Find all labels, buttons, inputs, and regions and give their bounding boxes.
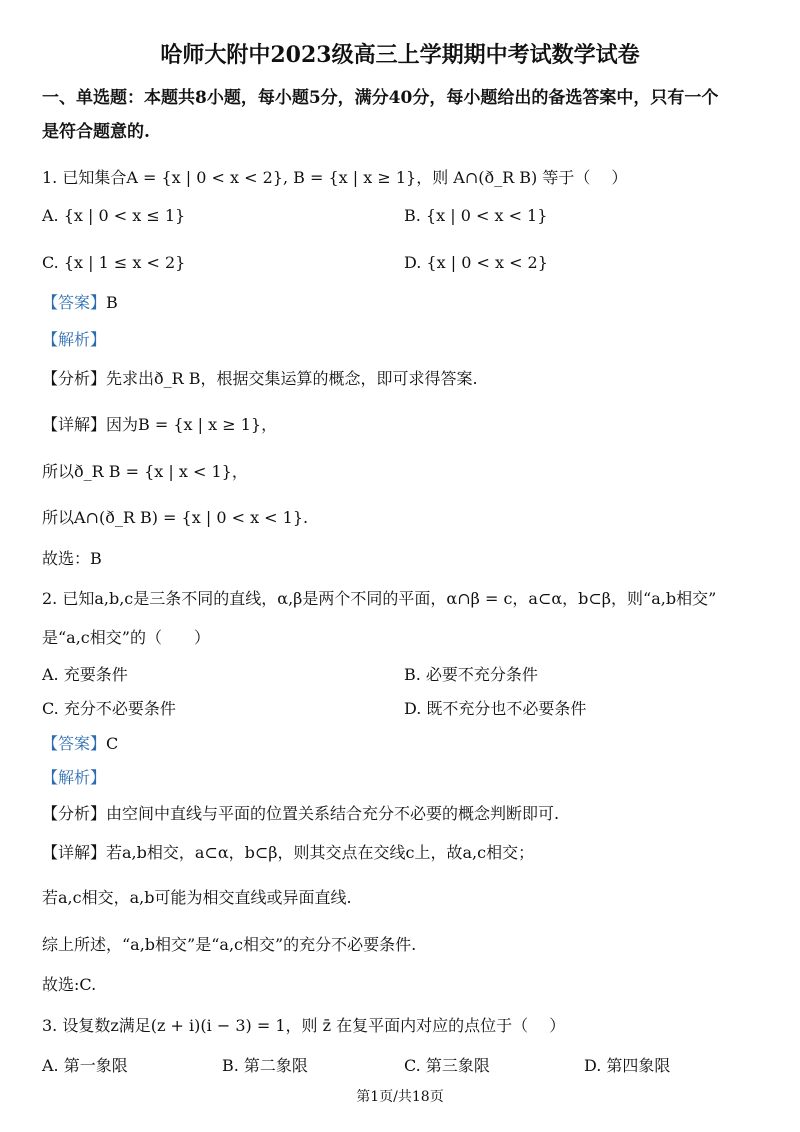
q2-answer: C [106,734,119,753]
q1-fenxi: 先求出ð_R B，根据交集运算的概念，即可求得答案. [106,369,478,388]
q2-analysis-tag: 【解析】 [42,768,107,787]
q1-step3: 所以A∩(ð_R B) = {x | 0 < x < 1}. [42,508,309,527]
q1-xiangjie-line [42,415,277,435]
q1-choose: 故选：B [42,549,102,568]
q1-step2: 所以ð_R B = {x | x < 1}， [42,462,248,481]
q3-option-d: D. 第四象限 [584,1056,671,1075]
q1-option-b: B. {x | 0 < x < 1} [404,206,548,225]
q1-option-d: D. {x | 0 < x < 2} [404,253,548,272]
xiangjie-tag: 【详解】 [42,843,107,862]
q2-xiangjie-line [42,843,534,863]
answer-tag: 【答案】 [42,293,107,312]
q1-answer: B [106,293,118,312]
q1-stem: 1. 已知集合A = {x | 0 < x < 2}, B = {x | x ≥ 1}，则 A∩(ð_R B) 等于（ ） [42,168,628,187]
q3-stem: 3. 设复数z满足(z + i)(i − 3) = 1，则 z̄ 在复平面内对应的点位于（ ） [42,1016,566,1035]
q2-stem-line1: 2. 已知a,b,c是三条不同的直线，α,β是两个不同的平面，α∩β = c，a⊂α，b⊂β，则“a,b相交” [42,589,717,608]
q2-xiangjie: 若a,b相交，a⊂α，b⊂β，则其交点在交线c上，故a,c相交； [106,843,535,862]
q2-stem-line2: 是“a,c相交”的（ ） [42,628,210,647]
xiangjie-tag: 【详解】 [42,415,107,434]
section-heading-line1: 一、单选题：本题共8小题，每小题5分，满分40分，每小题给出的备选答案中，只有一个 [42,88,719,108]
q1-answer-line [42,293,118,313]
q2-fenxi-line [42,804,559,824]
q1-analysis-tag: 【解析】 [42,330,107,349]
q2-option-c: C. 充分不必要条件 [42,699,176,718]
q2-choose: 故选:C. [42,975,97,994]
page-footer: 第1页/共18页 [356,1089,444,1105]
q1-option-a: A. {x | 0 < x ≤ 1} [42,206,186,225]
q1-xiangjie: 因为B = {x | x ≥ 1}， [106,415,278,434]
q2-step3: 综上所述，“a,b相交”是“a,c相交”的充分不必要条件. [42,935,417,954]
fenxi-tag: 【分析】 [42,369,107,388]
exam-title: 哈师大附中2023级高三上学期期中考试数学试卷 [160,42,640,68]
q2-option-a: A. 充要条件 [42,665,128,684]
q2-answer-line [42,734,118,754]
q2-option-b: B. 必要不充分条件 [404,665,538,684]
fenxi-tag: 【分析】 [42,804,107,823]
section-heading-line2: 是符合题意的. [42,122,150,142]
q1-option-c: C. {x | 1 ≤ x < 2} [42,253,186,272]
q3-option-c: C. 第三象限 [404,1056,490,1075]
q2-step2: 若a,c相交，a,b可能为相交直线或异面直线. [42,888,352,907]
q1-fenxi-line [42,369,478,389]
q2-option-d: D. 既不充分也不必要条件 [404,699,587,718]
answer-tag: 【答案】 [42,734,107,753]
q3-option-b: B. 第二象限 [222,1056,308,1075]
q2-fenxi: 由空间中直线与平面的位置关系结合充分不必要的概念判断即可. [106,804,560,823]
q3-option-a: A. 第一象限 [42,1056,128,1075]
